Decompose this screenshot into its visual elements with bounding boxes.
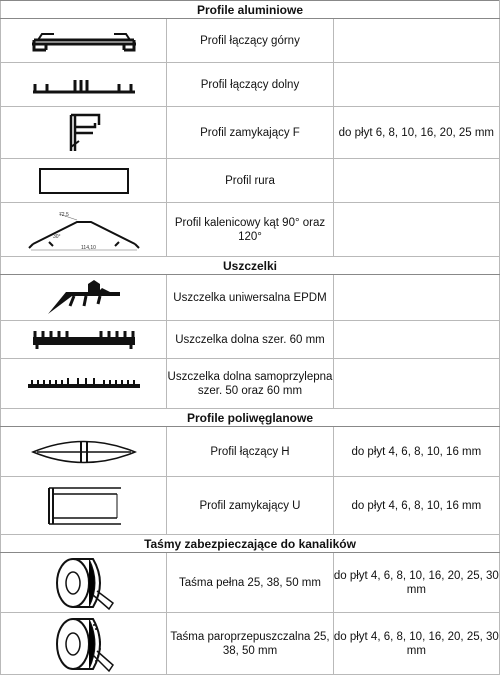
adhesive-seal-icon	[24, 374, 144, 394]
top-connector-profile-icon	[24, 28, 144, 54]
u-closing-profile-icon	[39, 484, 129, 528]
product-note: do płyt 4, 6, 8, 10, 16, 20, 25, 30 mm	[333, 553, 499, 613]
product-note	[333, 321, 499, 359]
product-note	[333, 63, 499, 107]
table-row	[1, 553, 500, 613]
table-row	[1, 19, 500, 63]
section-header: Profile aluminiowe	[1, 1, 500, 19]
product-name: Taśma pełna 25, 38, 50 mm	[167, 553, 333, 613]
product-note	[333, 159, 499, 203]
table-row	[1, 427, 500, 477]
ridge-profile-icon	[19, 208, 149, 252]
product-name: Uszczelka dolna samoprzylepna szer. 50 oraz 60 mm	[167, 359, 333, 409]
product-note	[333, 203, 499, 257]
h-connector-profile-icon	[29, 435, 139, 469]
vapor-tape-roll-icon	[49, 615, 119, 673]
ridge-width-label: 114,10	[80, 244, 96, 251]
section-header: Taśmy zabezpieczające do kanalików	[1, 535, 500, 553]
table-row	[1, 321, 500, 359]
product-note: do płyt 4, 6, 8, 10, 16 mm	[333, 427, 499, 477]
product-name: Profil łączący górny	[167, 19, 333, 63]
bottom-seal-icon	[29, 329, 139, 351]
product-name: Profil łączący dolny	[167, 63, 333, 107]
product-note	[333, 359, 499, 409]
product-name: Profil zamykający U	[167, 477, 333, 535]
epdm-seal-icon	[44, 278, 124, 318]
product-note: do płyt 6, 8, 10, 16, 20, 25 mm	[333, 107, 499, 159]
product-name: Taśma paroprzepuszczalna 25, 38, 50 mm	[167, 613, 333, 675]
table-row	[1, 613, 500, 675]
product-note: do płyt 4, 6, 8, 10, 16 mm	[333, 477, 499, 535]
product-name: Profil łączący H	[167, 427, 333, 477]
table-row	[1, 63, 500, 107]
product-name: Profil zamykający F	[167, 107, 333, 159]
table-row	[1, 203, 500, 257]
bottom-connector-profile-icon	[29, 74, 139, 96]
product-name: Uszczelka dolna szer. 60 mm	[167, 321, 333, 359]
f-closing-profile-icon	[59, 111, 109, 155]
product-note	[333, 275, 499, 321]
solid-tape-roll-icon	[49, 555, 119, 611]
section-header: Uszczelki	[1, 257, 500, 275]
product-note: do płyt 4, 6, 8, 10, 16, 20, 25, 30 mm	[333, 613, 499, 675]
table-row	[1, 275, 500, 321]
table-row	[1, 107, 500, 159]
table-row	[1, 359, 500, 409]
ridge-dimension-label: 72,5	[58, 211, 69, 218]
product-name: Profil rura	[167, 159, 333, 203]
section-header: Profile poliwęglanowe	[1, 409, 500, 427]
ridge-angle-label: 30°	[52, 233, 61, 240]
product-note	[333, 19, 499, 63]
product-name: Profil kalenicowy kąt 90° oraz 120°	[167, 203, 333, 257]
tube-profile-icon	[38, 167, 130, 195]
product-name: Uszczelka uniwersalna EPDM	[167, 275, 333, 321]
table-row	[1, 159, 500, 203]
table-row	[1, 477, 500, 535]
